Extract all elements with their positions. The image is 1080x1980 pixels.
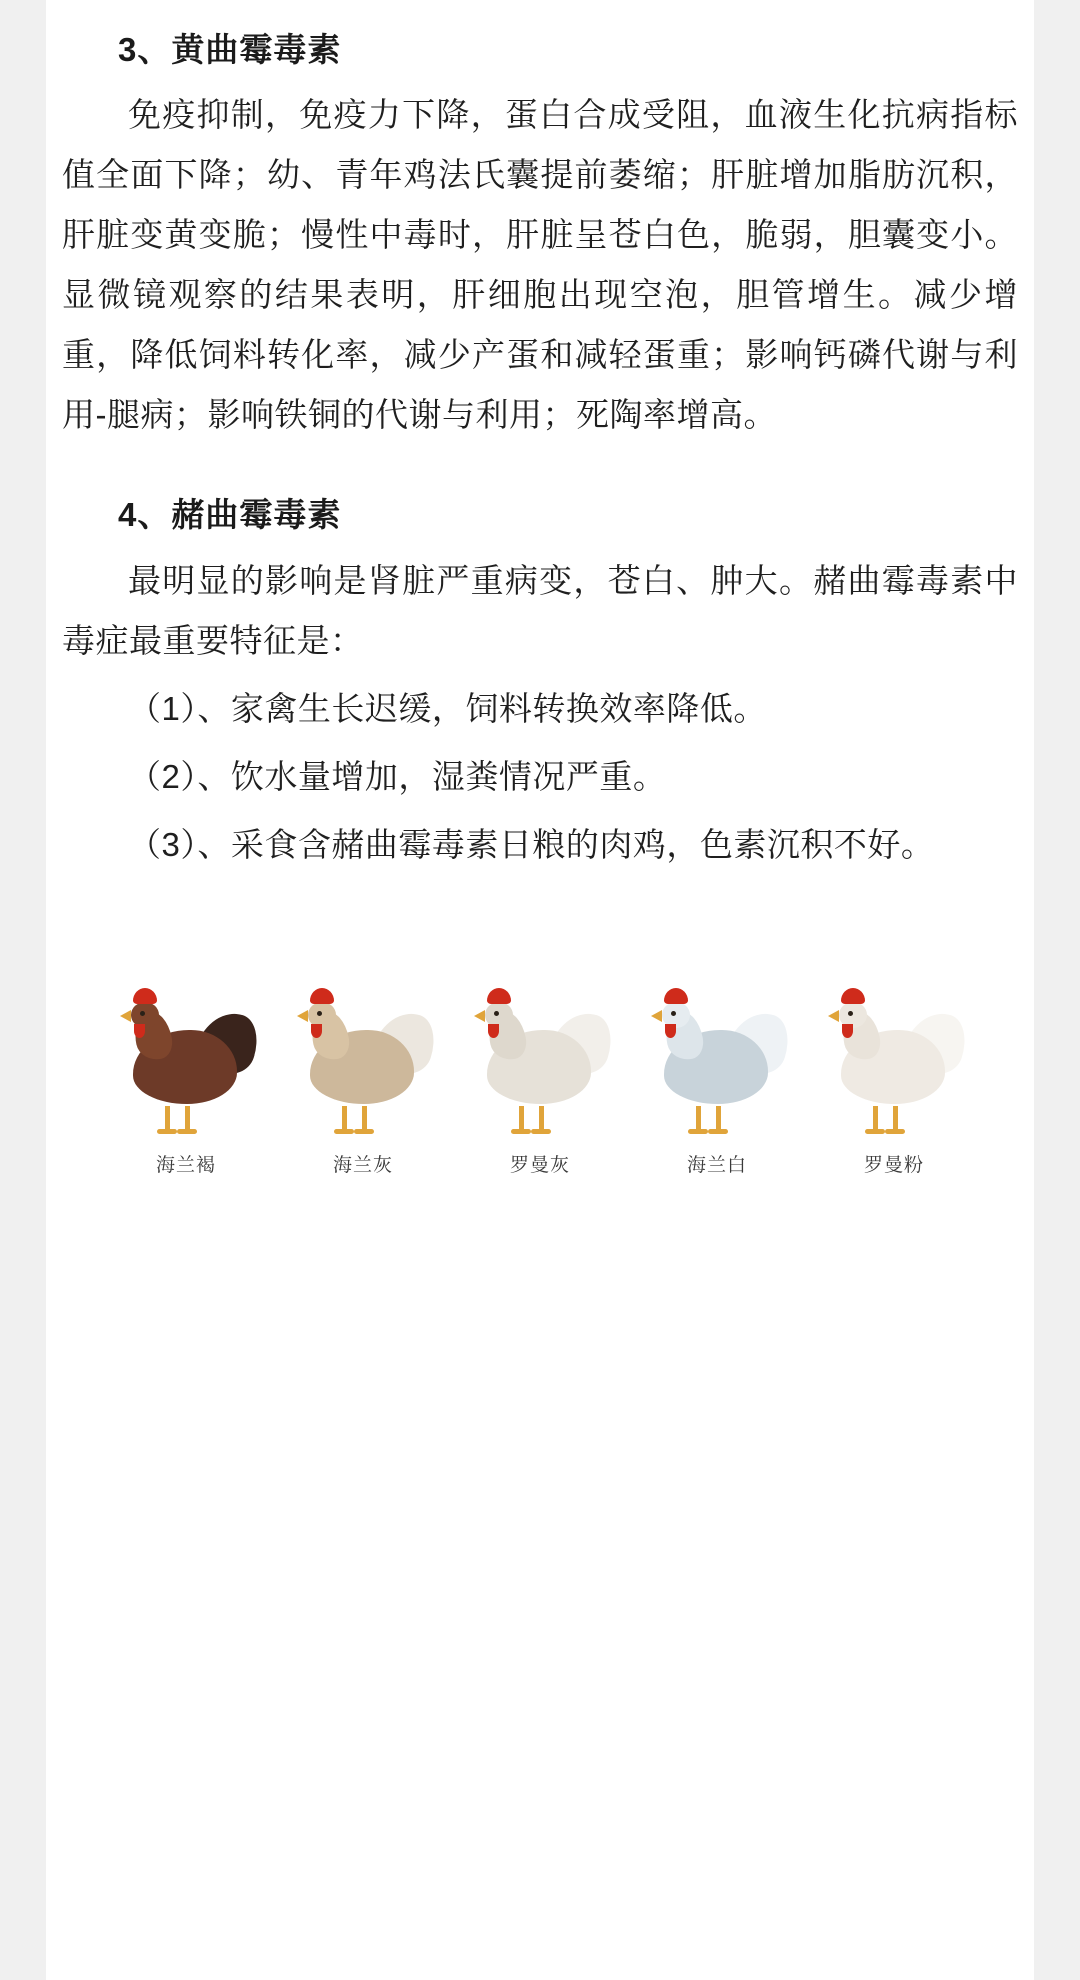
hen-beak [474, 1010, 485, 1022]
hen-foot [354, 1129, 374, 1134]
hen-wattle [311, 1024, 322, 1038]
document-content [62, 0, 1018, 1177]
hen-foot [885, 1129, 905, 1134]
hen-icon [127, 1004, 245, 1108]
section-4-item-2: （2）、饮水量增加，湿粪情况严重。 [128, 757, 667, 795]
hen-foot [865, 1129, 885, 1134]
section-heading-3: 3、黄曲霉毒素 [118, 31, 342, 68]
chicken-breed-item [814, 949, 974, 1177]
hen-foot [334, 1129, 354, 1134]
chicken-breed-item [106, 949, 266, 1177]
hen-wattle [134, 1024, 145, 1038]
chicken-illustration [106, 949, 266, 1134]
hen-beak [651, 1010, 662, 1022]
hen-comb [841, 988, 865, 1004]
hen-beak [120, 1010, 131, 1022]
section-heading-4: 4、赭曲霉毒素 [118, 496, 342, 534]
hen-icon [304, 1004, 422, 1108]
section-4-item-3: （3）、采食含赭曲霉毒素日粮的肉鸡，色素沉积不好。 [128, 825, 935, 863]
chicken-breed-caption: 海兰灰 [332, 1154, 393, 1176]
hen-comb [664, 988, 688, 1004]
hen-eye [671, 1011, 676, 1016]
section-3-paragraph-1: 免疫抑制，免疫力下降，蛋白合成受阻，血液生化抗病指标值全面下降；幼、青年鸡法氏囊提前萎缩；肝脏增加脂肪沉积，肝脏变黄变脆；慢性中毒时，肝脏呈苍白色，脆弱，胆囊变小。显微镜观察的结果表明，肝细胞出现空泡，胆管增生。减少增重，降低饲料转化率，减少产蛋和减轻蛋重；影响钙磷代谢与利用-腿病；影响铁铜的代谢与利用；死陶率增高。 [62, 96, 1018, 434]
hen-eye [140, 1011, 145, 1016]
chicken-illustration [637, 949, 797, 1134]
chicken-breed-item [460, 949, 620, 1177]
hen-comb [133, 988, 157, 1004]
chicken-illustration [283, 949, 443, 1134]
hen-eye [317, 1011, 322, 1016]
chicken-breed-item [283, 949, 443, 1177]
hen-icon [481, 1004, 599, 1108]
hen-beak [297, 1010, 308, 1022]
chicken-illustration [814, 949, 974, 1134]
chicken-breed-item [637, 949, 797, 1177]
hen-foot [511, 1129, 531, 1134]
hen-icon [835, 1004, 953, 1108]
section-4-paragraph-1: 最明显的影响是肾脏严重病变，苍白、肿大。赭曲霉毒素中毒症最重要特征是： [62, 561, 1018, 659]
hen-icon [658, 1004, 776, 1108]
hen-foot [708, 1129, 728, 1134]
section-4-item-1: （1）、家禽生长迟缓，饲料转换效率降低。 [128, 689, 767, 727]
chicken-illustration [460, 949, 620, 1134]
hen-wattle [842, 1024, 853, 1038]
chicken-breed-caption: 罗曼粉 [863, 1154, 924, 1176]
chicken-breed-caption: 罗曼灰 [509, 1154, 570, 1176]
chicken-breed-caption: 海兰白 [686, 1154, 747, 1176]
hen-foot [531, 1129, 551, 1134]
hen-eye [848, 1011, 853, 1016]
hen-foot [157, 1129, 177, 1134]
hen-comb [487, 988, 511, 1004]
section-spacer [62, 449, 1018, 479]
hen-eye [494, 1011, 499, 1016]
hen-wattle [488, 1024, 499, 1038]
chicken-breed-figure [62, 879, 1018, 1177]
hen-comb [310, 988, 334, 1004]
chicken-breed-caption: 海兰褐 [155, 1154, 216, 1176]
hen-foot [177, 1129, 197, 1134]
hen-beak [828, 1010, 839, 1022]
hen-wattle [665, 1024, 676, 1038]
hen-foot [688, 1129, 708, 1134]
